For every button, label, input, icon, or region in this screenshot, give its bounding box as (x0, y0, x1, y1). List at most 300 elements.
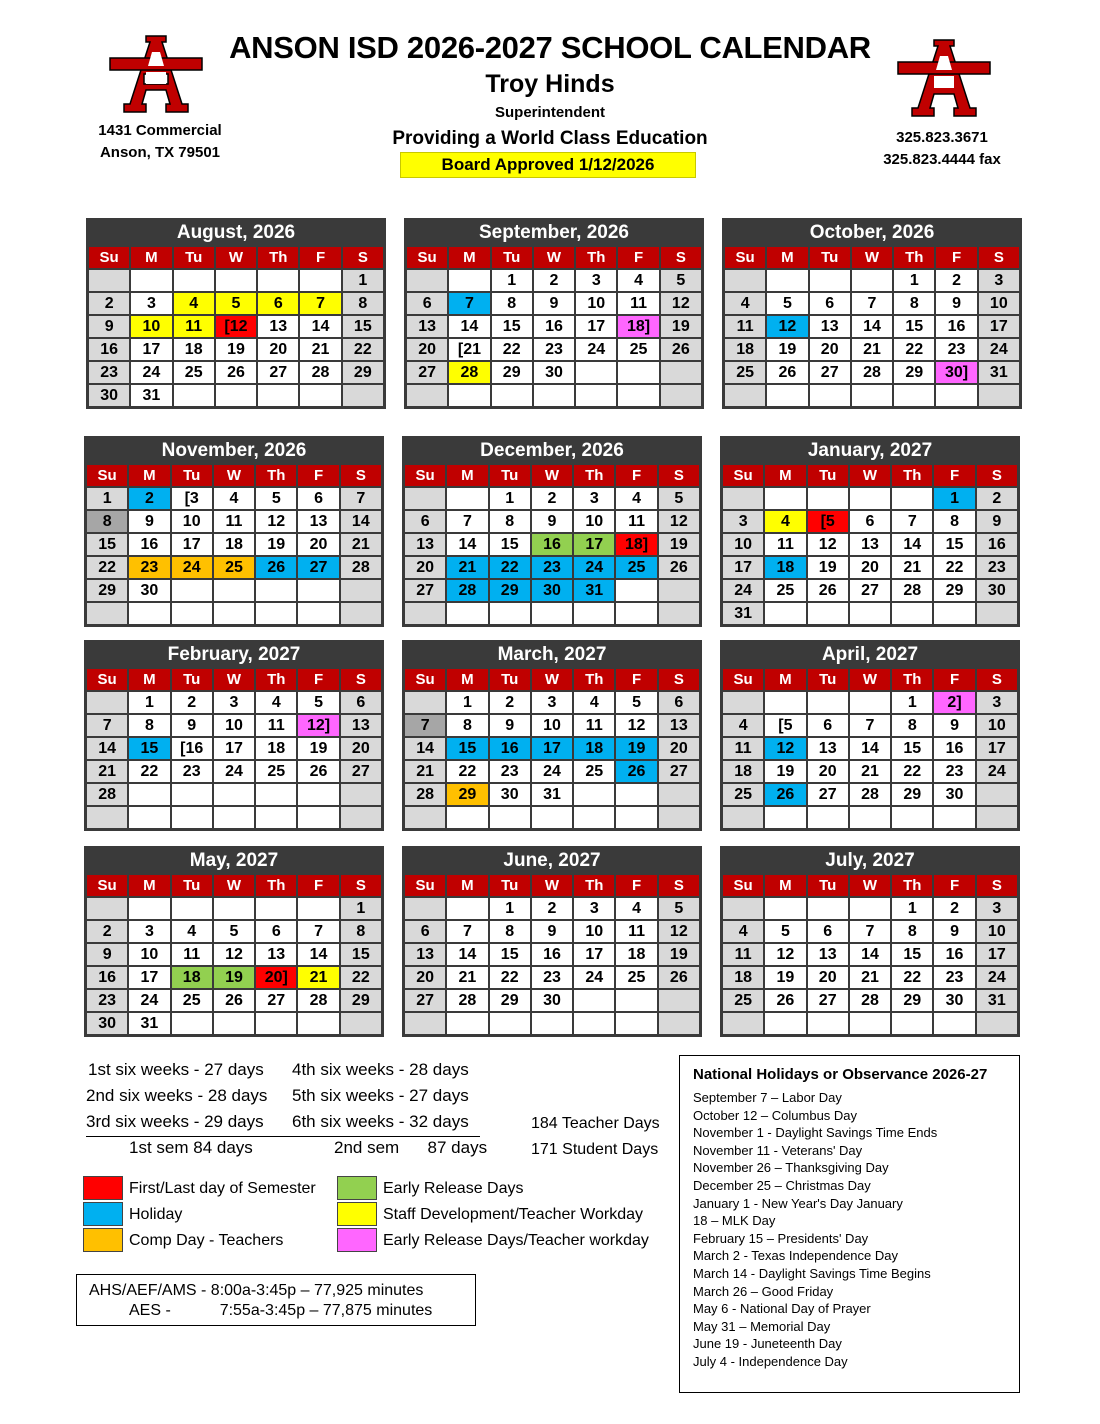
empty-day-cell (723, 488, 763, 509)
week-row (87, 807, 381, 828)
day-cell: 26 (767, 362, 807, 383)
day-cell: 24 (723, 580, 763, 601)
day-cell: 8 (490, 511, 530, 532)
week-row (405, 807, 699, 828)
weekday-header: F (616, 465, 656, 486)
day-cell: 25 (618, 339, 658, 360)
day-cell: 23 (532, 557, 572, 578)
day-cell: 31 (723, 603, 763, 624)
day-cell: 13 (298, 511, 338, 532)
day-cell: 8 (341, 921, 381, 942)
empty-day-cell (765, 692, 805, 713)
day-cell: 20 (258, 339, 298, 360)
empty-day-cell (300, 385, 340, 406)
week-row (723, 580, 1017, 601)
week-row (723, 921, 1017, 942)
day-cell: 12 (808, 534, 848, 555)
day-cell: 10 (723, 534, 763, 555)
day-cell: 22 (490, 557, 530, 578)
day-cell: 5 (214, 921, 254, 942)
day-cell: 18 (765, 557, 805, 578)
empty-day-cell (490, 603, 530, 624)
day-cell: 1 (343, 270, 383, 291)
empty-day-cell (808, 1013, 848, 1034)
day-cell: 28 (852, 362, 892, 383)
day-cell: 24 (574, 557, 614, 578)
day-cell: 17 (576, 316, 616, 337)
day-cell: 25 (174, 362, 214, 383)
empty-day-cell (659, 807, 699, 828)
day-cell: 19 (214, 967, 254, 988)
day-cell: 24 (131, 362, 171, 383)
board-approved-badge: Board Approved 1/12/2026 (400, 152, 696, 178)
empty-day-cell (214, 580, 254, 601)
day-cell: 6 (810, 293, 850, 314)
day-cell: 3 (214, 692, 254, 713)
day-cell: 29 (892, 990, 932, 1011)
week-row (87, 898, 381, 919)
weekday-header: S (659, 465, 699, 486)
day-cell: 6 (808, 715, 848, 736)
empty-day-cell (934, 603, 974, 624)
student-days: 171 Student Days (531, 1141, 659, 1158)
day-cell: 5 (216, 293, 256, 314)
day-cell: 2 (532, 898, 572, 919)
week-row (87, 784, 381, 805)
empty-day-cell (131, 270, 171, 291)
weekday-header: F (936, 247, 976, 268)
empty-day-cell (661, 362, 701, 383)
day-cell: 9 (934, 715, 974, 736)
weekday-header: F (616, 875, 656, 896)
empty-day-cell (934, 807, 974, 828)
day-cell: 24 (172, 557, 212, 578)
day-cell: 20 (850, 557, 890, 578)
empty-day-cell (852, 385, 892, 406)
weekday-header: Tu (490, 875, 530, 896)
day-cell: 14 (447, 534, 487, 555)
holidays-title: National Holidays or Observance 2026-27 (693, 1066, 988, 1083)
day-cell: 31 (574, 580, 614, 601)
empty-day-cell (407, 385, 447, 406)
day-cell: 21 (447, 557, 487, 578)
day-cell: 26 (659, 557, 699, 578)
day-cell: 9 (934, 921, 974, 942)
day-cell: 8 (490, 921, 530, 942)
empty-day-cell (214, 603, 254, 624)
week-row (723, 715, 1017, 736)
day-cell: 11 (723, 738, 763, 759)
day-cell: 1 (490, 898, 530, 919)
day-cell: 10 (979, 293, 1019, 314)
empty-day-cell (341, 784, 381, 805)
holiday-item: March 14 - Daylight Savings Time Begins (693, 1265, 931, 1281)
weekday-header: W (532, 875, 572, 896)
empty-day-cell (765, 807, 805, 828)
day-cell: 18] (616, 534, 656, 555)
six-weeks-2: 2nd six weeks - 28 days (86, 1086, 268, 1105)
day-cell: 22 (343, 339, 383, 360)
week-row (725, 339, 1019, 360)
week-row (87, 715, 381, 736)
day-cell: 3 (979, 270, 1019, 291)
school-times-box (76, 1274, 476, 1326)
day-cell: 2 (89, 293, 129, 314)
empty-day-cell (256, 580, 296, 601)
week-row (87, 488, 381, 509)
weekday-header: W (850, 465, 890, 486)
weekday-header: M (765, 465, 805, 486)
weekday-header: Su (87, 669, 127, 690)
day-cell: 17 (172, 534, 212, 555)
six-weeks-4: 4th six weeks - 28 days (292, 1060, 469, 1079)
legend-label-staff-dev: Staff Development/Teacher Workday (383, 1206, 643, 1223)
day-cell: 20 (407, 339, 447, 360)
weekday-header: Tu (492, 247, 532, 268)
weekday-header: Th (258, 247, 298, 268)
day-cell: 21 (850, 761, 890, 782)
week-row (87, 557, 381, 578)
day-cell: 28 (341, 557, 381, 578)
day-cell: 2 (87, 921, 127, 942)
holiday-item: September 7 – Labor Day (693, 1090, 842, 1105)
day-cell: 8 (87, 511, 127, 532)
day-cell: 5 (256, 488, 296, 509)
day-cell: 4 (618, 270, 658, 291)
day-cell: 17 (723, 557, 763, 578)
day-cell: 7 (300, 293, 340, 314)
day-cell: 12 (214, 944, 254, 965)
day-cell: 31 (977, 990, 1017, 1011)
day-cell: 21 (341, 534, 381, 555)
address (80, 120, 240, 164)
day-cell: 24 (979, 339, 1019, 360)
empty-day-cell (659, 784, 699, 805)
day-cell: 26 (765, 784, 805, 805)
day-cell: 13 (850, 534, 890, 555)
superintendent-title: Superintendent (494, 104, 605, 121)
empty-day-cell (892, 603, 932, 624)
empty-day-cell (725, 270, 765, 291)
week-row (405, 603, 699, 624)
empty-day-cell (808, 692, 848, 713)
weekday-header: S (343, 247, 383, 268)
day-cell: 24 (532, 761, 572, 782)
day-cell: 18 (723, 761, 763, 782)
day-cell: 15 (343, 316, 383, 337)
month-title: July, 2027 (825, 850, 915, 871)
day-cell: 9 (977, 511, 1017, 532)
day-cell: 2] (934, 692, 974, 713)
week-row (87, 761, 381, 782)
empty-day-cell (892, 488, 932, 509)
week-row (87, 738, 381, 759)
empty-day-cell (214, 807, 254, 828)
day-cell: 12 (767, 316, 807, 337)
empty-day-cell (298, 898, 338, 919)
empty-day-cell (172, 603, 212, 624)
week-row (405, 967, 699, 988)
empty-day-cell (659, 580, 699, 601)
empty-day-cell (256, 898, 296, 919)
legend-swatch-staff-dev (337, 1202, 377, 1226)
day-cell: 16 (934, 944, 974, 965)
day-cell: 30 (934, 990, 974, 1011)
day-cell: 13 (405, 534, 445, 555)
day-cell: 25 (214, 557, 254, 578)
day-cell: 27 (256, 990, 296, 1011)
empty-day-cell (618, 385, 658, 406)
day-cell: 3 (129, 921, 169, 942)
weekday-header: Tu (808, 465, 848, 486)
empty-day-cell (659, 990, 699, 1011)
day-cell: 31 (129, 1013, 169, 1034)
week-row (87, 692, 381, 713)
empty-day-cell (256, 807, 296, 828)
day-cell: 13 (407, 316, 447, 337)
day-cell: 1 (490, 488, 530, 509)
empty-day-cell (616, 580, 656, 601)
month-calendar (402, 640, 702, 831)
day-cell: 4 (725, 293, 765, 314)
day-cell: 14 (298, 944, 338, 965)
legend-label-comp-day: Comp Day - Teachers (129, 1232, 284, 1249)
day-cell: 19 (659, 944, 699, 965)
day-cell: 4 (723, 921, 763, 942)
day-cell: 23 (534, 339, 574, 360)
day-cell: 3 (574, 898, 614, 919)
day-cell: 25 (616, 967, 656, 988)
holiday-item: February 15 – Presidents' Day (693, 1230, 869, 1246)
day-cell: 8 (129, 715, 169, 736)
day-cell: 10 (977, 921, 1017, 942)
empty-day-cell (765, 898, 805, 919)
day-cell: 29 (894, 362, 934, 383)
day-cell: 6 (405, 921, 445, 942)
weekday-header: Tu (490, 465, 530, 486)
day-cell: 27 (405, 580, 445, 601)
weekday-header: Su (725, 247, 765, 268)
weekday-header-row (407, 247, 701, 268)
day-cell: 24 (574, 967, 614, 988)
day-cell: 30 (534, 362, 574, 383)
week-row (407, 293, 701, 314)
empty-day-cell (616, 603, 656, 624)
day-cell: 19 (808, 557, 848, 578)
week-row (723, 967, 1017, 988)
day-cell: 17 (214, 738, 254, 759)
day-cell: 11 (723, 944, 763, 965)
legend-swatch-comp-day (83, 1228, 123, 1252)
holiday-item: March 2 - Texas Independence Day (693, 1248, 898, 1264)
day-cell: 16 (87, 967, 127, 988)
day-cell: 4 (574, 692, 614, 713)
empty-day-cell (447, 807, 487, 828)
day-cell: 16 (936, 316, 976, 337)
weekday-header: W (850, 669, 890, 690)
day-cell: 29 (934, 580, 974, 601)
week-row (89, 385, 383, 406)
month-title: November, 2026 (161, 440, 307, 461)
empty-day-cell (89, 270, 129, 291)
empty-day-cell (298, 580, 338, 601)
legend-swatch-semester (83, 1176, 123, 1200)
holiday-item: November 26 – Thanksgiving Day (693, 1160, 889, 1176)
day-cell: 2 (936, 270, 976, 291)
day-cell: 13 (808, 738, 848, 759)
weekday-header: Th (892, 465, 932, 486)
day-cell: 7 (447, 511, 487, 532)
day-cell: 1 (492, 270, 532, 291)
day-cell: 20 (405, 557, 445, 578)
day-cell: 17 (574, 534, 614, 555)
weekday-header-row (405, 465, 699, 486)
day-cell: 4 (616, 898, 656, 919)
weekday-header: Su (87, 465, 127, 486)
empty-day-cell (405, 898, 445, 919)
empty-day-cell (850, 603, 890, 624)
week-row (407, 362, 701, 383)
weekday-header: W (850, 875, 890, 896)
day-cell: 23 (172, 761, 212, 782)
day-cell: 23 (936, 339, 976, 360)
empty-day-cell (216, 385, 256, 406)
day-cell: 3 (977, 898, 1017, 919)
month-title: February, 2027 (167, 644, 301, 665)
day-cell: 11 (616, 921, 656, 942)
day-cell: 22 (492, 339, 532, 360)
day-cell: 30 (934, 784, 974, 805)
weekday-header: Su (87, 875, 127, 896)
weekday-header: Su (723, 465, 763, 486)
day-cell: 23 (934, 967, 974, 988)
day-cell: 20 (810, 339, 850, 360)
day-cell: 15 (894, 316, 934, 337)
day-cell: [16 (172, 738, 212, 759)
teacher-days: 184 Teacher Days (531, 1115, 660, 1132)
weekday-header: M (447, 669, 487, 690)
holiday-item: November 1 - Daylight Savings Time Ends (693, 1125, 938, 1141)
empty-day-cell (808, 488, 848, 509)
weekday-header-row (89, 247, 383, 268)
day-cell: 24 (129, 990, 169, 1011)
day-cell: 17 (977, 738, 1017, 759)
empty-day-cell (850, 807, 890, 828)
empty-day-cell (341, 807, 381, 828)
day-cell: 25 (574, 761, 614, 782)
empty-day-cell (300, 270, 340, 291)
empty-day-cell (256, 603, 296, 624)
empty-day-cell (765, 603, 805, 624)
weekday-header: M (131, 247, 171, 268)
month-title: May, 2027 (189, 850, 279, 871)
empty-day-cell (977, 1013, 1017, 1034)
day-cell: 13 (405, 944, 445, 965)
day-cell: 12 (616, 715, 656, 736)
empty-day-cell (661, 385, 701, 406)
day-cell: 26 (765, 990, 805, 1011)
weekday-header: W (534, 247, 574, 268)
day-cell: 29 (447, 784, 487, 805)
day-cell: 15 (492, 316, 532, 337)
day-cell: 20 (808, 967, 848, 988)
empty-day-cell (723, 807, 763, 828)
weekday-header: Tu (490, 669, 530, 690)
day-cell: 14 (341, 511, 381, 532)
day-cell: 10 (574, 921, 614, 942)
day-cell: 29 (892, 784, 932, 805)
day-cell: 25 (725, 362, 765, 383)
legend-label-early-release-workday: Early Release Days/Teacher workday (383, 1232, 649, 1249)
weekday-header: Tu (810, 247, 850, 268)
weekday-header: M (767, 247, 807, 268)
day-cell: 6 (256, 921, 296, 942)
weekday-header: W (214, 465, 254, 486)
weekday-header: Tu (808, 875, 848, 896)
day-cell: 18 (616, 944, 656, 965)
weekday-header: W (852, 247, 892, 268)
weekday-header: S (659, 669, 699, 690)
month-calendar (84, 640, 384, 831)
week-row (723, 738, 1017, 759)
day-cell: 27 (258, 362, 298, 383)
empty-day-cell (659, 1013, 699, 1034)
day-cell: 26 (214, 990, 254, 1011)
empty-day-cell (492, 385, 532, 406)
contact-numbers (862, 127, 1022, 171)
day-cell: 16 (490, 738, 530, 759)
empty-day-cell (936, 385, 976, 406)
day-cell: 11 (574, 715, 614, 736)
day-cell: 16 (532, 944, 572, 965)
day-cell: [5 (765, 715, 805, 736)
week-row (725, 270, 1019, 291)
weekday-header-row (723, 875, 1017, 896)
times-line-secondary: AHS/AEF/AMS - 8:00a-3:45p – 77,925 minutes (89, 1282, 424, 1299)
day-cell: 18 (574, 738, 614, 759)
day-cell: 22 (447, 761, 487, 782)
week-row (87, 603, 381, 624)
day-cell: 8 (934, 511, 974, 532)
day-cell: [3 (172, 488, 212, 509)
empty-day-cell (810, 270, 850, 291)
day-cell: 7 (449, 293, 489, 314)
week-row (89, 270, 383, 291)
day-cell: 25 (256, 761, 296, 782)
empty-day-cell (490, 807, 530, 828)
empty-day-cell (659, 603, 699, 624)
day-cell: 17 (131, 339, 171, 360)
day-cell: 18 (172, 967, 212, 988)
day-cell: 29 (490, 580, 530, 601)
empty-day-cell (532, 603, 572, 624)
day-cell: 15 (447, 738, 487, 759)
weekday-header: M (129, 669, 169, 690)
month-calendar (402, 436, 702, 627)
weekday-header: Th (574, 465, 614, 486)
day-cell: 5 (659, 488, 699, 509)
week-row (405, 944, 699, 965)
day-cell: 23 (87, 990, 127, 1011)
day-cell: 5 (767, 293, 807, 314)
empty-day-cell (449, 270, 489, 291)
empty-day-cell (616, 990, 656, 1011)
day-cell: 1 (894, 270, 934, 291)
week-row (723, 1013, 1017, 1034)
empty-day-cell (405, 692, 445, 713)
weekday-header: S (659, 875, 699, 896)
day-cell: [21 (449, 339, 489, 360)
